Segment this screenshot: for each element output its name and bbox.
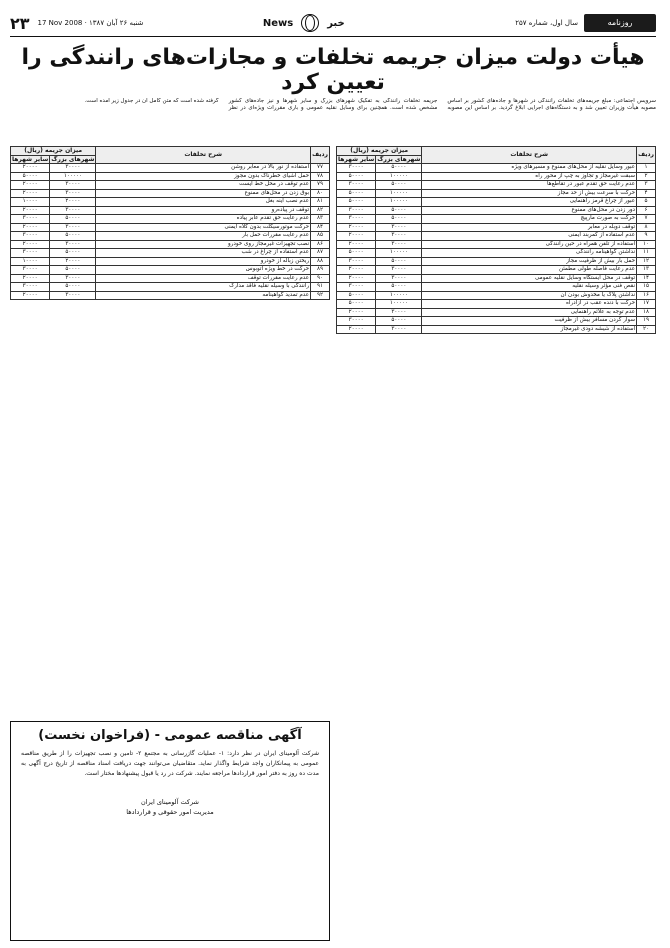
- col-header-fine: میزان جریمه (ریال): [11, 147, 96, 156]
- table-row: [11, 223, 330, 232]
- col-header-big-cities: شهرهای بزرگ: [377, 155, 421, 163]
- table-row: [337, 266, 656, 275]
- section-label-fa: خبر: [327, 17, 345, 29]
- left-table-column: [10, 146, 330, 300]
- row-description: عدم رعایت فاصله طولی مطمئن: [422, 266, 637, 275]
- table-row: [337, 300, 656, 309]
- row-number: ۸۶: [311, 240, 330, 249]
- row-fine-big-cities: ۵۰۰۰۰: [376, 215, 422, 224]
- row-description: سبقت غیرمجاز و تجاوز به چپ از محور راه: [422, 172, 637, 181]
- row-fine-other-cities: ۲۰۰۰۰: [11, 223, 50, 232]
- row-number: ۸۲: [311, 206, 330, 215]
- row-fine-big-cities: ۳۰۰۰۰: [50, 189, 96, 198]
- row-fine-big-cities: ۵۰۰۰۰: [50, 266, 96, 275]
- row-fine-other-cities: ۲۰۰۰۰: [337, 232, 376, 241]
- row-fine-big-cities: ۵۰۰۰۰: [376, 317, 422, 326]
- col-header-other-cities: سایر شهرها: [12, 155, 49, 163]
- row-fine-other-cities: ۲۰۰۰۰: [337, 266, 376, 275]
- row-fine-big-cities: ۵۰۰۰۰: [376, 283, 422, 292]
- table-row: [337, 181, 656, 190]
- row-fine-big-cities: ۱۰۰۰۰۰: [376, 291, 422, 300]
- row-fine-other-cities: ۵۰۰۰۰: [11, 172, 50, 181]
- row-fine-big-cities: ۳۰۰۰۰: [376, 308, 422, 317]
- table-row: [11, 249, 330, 258]
- row-description: حرکت در خط ویژه اتوبوس: [96, 266, 311, 275]
- row-description: بوق زدن در محل‌های ممنوع: [96, 189, 311, 198]
- table-row: [337, 223, 656, 232]
- row-number: ۸۹: [311, 266, 330, 275]
- row-description: عدم رعایت مقررات توقف: [96, 274, 311, 283]
- row-number: ۱۴: [637, 274, 656, 283]
- row-description: نداشتن گواهینامه رانندگی: [422, 249, 637, 258]
- row-fine-other-cities: ۱۰۰۰۰: [11, 198, 50, 207]
- table-row: [11, 232, 330, 241]
- row-fine-big-cities: ۳۰۰۰۰: [50, 164, 96, 173]
- row-description: عدم رعایت حق تقدم عبور در تقاطع‌ها: [422, 181, 637, 190]
- row-fine-other-cities: ۵۰۰۰۰: [337, 172, 376, 181]
- row-fine-big-cities: ۱۰۰۰۰۰: [376, 249, 422, 258]
- row-fine-other-cities: ۲۰۰۰۰: [11, 291, 50, 300]
- table-row: [337, 274, 656, 283]
- row-fine-other-cities: ۵۰۰۰۰: [337, 198, 376, 207]
- row-fine-big-cities: ۳۰۰۰۰: [376, 223, 422, 232]
- row-fine-big-cities: ۱۰۰۰۰۰: [376, 300, 422, 309]
- row-fine-big-cities: ۲۰۰۰۰: [50, 198, 96, 207]
- row-fine-other-cities: ۵۰۰۰۰: [337, 189, 376, 198]
- row-description: توقف در پیاده‌رو: [96, 206, 311, 215]
- table-row: [337, 189, 656, 198]
- row-fine-other-cities: ۲۰۰۰۰: [337, 274, 376, 283]
- table-row: [337, 232, 656, 241]
- row-fine-other-cities: ۳۰۰۰۰: [337, 181, 376, 190]
- row-description: توقف دوبله در معابر: [422, 223, 637, 232]
- row-number: ۸۱: [311, 198, 330, 207]
- row-fine-other-cities: ۳۰۰۰۰: [11, 266, 50, 275]
- row-number: ۷: [637, 215, 656, 224]
- row-description: حرکت با سرعت بیش از حد مجاز: [422, 189, 637, 198]
- row-description: حمل بار بیش از ظرفیت مجاز: [422, 257, 637, 266]
- row-description: حرکت به صورت مارپیچ: [422, 215, 637, 224]
- col-header-description: شرح تخلفات: [422, 147, 637, 164]
- row-fine-big-cities: ۱۰۰۰۰۰: [376, 189, 422, 198]
- issue-date: 17 Nov 2008 · ۱۳۸۷ شنبه ۲۶ آبان: [37, 19, 144, 27]
- fines-table-right: [336, 146, 656, 334]
- row-number: ۸: [637, 223, 656, 232]
- row-fine-other-cities: ۵۰۰۰۰: [337, 249, 376, 258]
- row-number: ۸۸: [311, 257, 330, 266]
- row-description: عدم استفاده از چراغ در شب: [96, 249, 311, 258]
- row-fine-other-cities: ۲۰۰۰۰: [11, 240, 50, 249]
- row-number: ۹: [637, 232, 656, 241]
- row-fine-big-cities: ۳۰۰۰۰: [50, 206, 96, 215]
- row-fine-other-cities: ۲۰۰۰۰: [11, 274, 50, 283]
- row-description: استفاده از تلفن همراه در حین رانندگی: [422, 240, 637, 249]
- row-fine-big-cities: ۳۰۰۰۰: [376, 240, 422, 249]
- row-fine-other-cities: ۲۰۰۰۰: [337, 240, 376, 249]
- row-number: ۱۱: [637, 249, 656, 258]
- row-fine-big-cities: ۳۰۰۰۰: [50, 181, 96, 190]
- row-description: نداشتن پلاک یا مخدوش بودن آن: [422, 291, 637, 300]
- row-number: ۶: [637, 206, 656, 215]
- row-description: عدم توقف در محل خط ایست: [96, 181, 311, 190]
- ad-department: مدیریت امور حقوقی و قراردادها: [126, 808, 214, 816]
- row-description: حرکت موتورسیکلت بدون کلاه ایمنی: [96, 223, 311, 232]
- table-row: [11, 291, 330, 300]
- row-description: رانندگی با وسیله نقلیه فاقد مدارک: [96, 283, 311, 292]
- table-row: [11, 215, 330, 224]
- row-fine-big-cities: ۵۰۰۰۰: [50, 283, 96, 292]
- table-row: [337, 317, 656, 326]
- row-number: ۷۷: [311, 164, 330, 173]
- row-number: ۱۲: [637, 257, 656, 266]
- col-header-fine: میزان جریمه (ریال): [337, 147, 422, 156]
- row-description: دور زدن در محل‌های ممنوع: [422, 206, 637, 215]
- table-row: [337, 257, 656, 266]
- row-fine-other-cities: ۳۰۰۰۰: [11, 215, 50, 224]
- table-row: [337, 215, 656, 224]
- row-description: استفاده از شیشه دودی غیرمجاز: [422, 325, 637, 334]
- row-fine-big-cities: ۳۰۰۰۰: [376, 266, 422, 275]
- row-fine-other-cities: ۲۰۰۰۰: [337, 308, 376, 317]
- table-row: [337, 164, 656, 173]
- row-fine-other-cities: ۳۰۰۰۰: [337, 164, 376, 173]
- row-fine-big-cities: ۳۰۰۰۰: [50, 274, 96, 283]
- row-number: ۹۱: [311, 283, 330, 292]
- row-fine-other-cities: ۳۰۰۰۰: [337, 206, 376, 215]
- row-fine-big-cities: ۳۰۰۰۰: [50, 240, 96, 249]
- row-fine-big-cities: ۵۰۰۰۰: [376, 181, 422, 190]
- row-fine-other-cities: ۳۰۰۰۰: [11, 249, 50, 258]
- table-row: [337, 283, 656, 292]
- row-fine-big-cities: ۵۰۰۰۰: [50, 232, 96, 241]
- row-number: ۱۸: [637, 308, 656, 317]
- row-fine-big-cities: ۳۰۰۰۰: [376, 232, 422, 241]
- col-header-number: ردیف: [637, 147, 656, 164]
- table-row: [11, 206, 330, 215]
- row-number: ۹۲: [311, 291, 330, 300]
- table-row: [337, 249, 656, 258]
- row-fine-other-cities: ۲۰۰۰۰: [11, 164, 50, 173]
- row-number: ۷۹: [311, 181, 330, 190]
- row-number: ۳: [637, 181, 656, 190]
- row-description: عدم توجه به علائم راهنمایی: [422, 308, 637, 317]
- section-label-en: News: [262, 17, 294, 29]
- row-description: نصب تجهیزات غیرمجاز روی خودرو: [96, 240, 311, 249]
- row-number: ۸۳: [311, 215, 330, 224]
- row-fine-other-cities: ۳۰۰۰۰: [337, 283, 376, 292]
- row-fine-big-cities: ۵۰۰۰۰: [50, 249, 96, 258]
- row-number: ۸۵: [311, 232, 330, 241]
- fines-table-left: [10, 146, 330, 300]
- row-description: استفاده از نور بالا در معابر روشن: [96, 164, 311, 173]
- col-header-description: شرح تخلفات: [96, 147, 311, 164]
- row-number: ۴: [637, 189, 656, 198]
- article-body: [10, 146, 656, 946]
- row-description: عدم استفاده از کمربند ایمنی: [422, 232, 637, 241]
- col-header-number: ردیف: [311, 147, 330, 164]
- newspaper-logo: روزنامه: [584, 14, 656, 32]
- table-row: [337, 198, 656, 207]
- col-header-other-cities: سایر شهرها: [338, 155, 375, 163]
- table-row: [11, 198, 330, 207]
- row-number: ۸۰: [311, 189, 330, 198]
- row-number: ۲: [637, 172, 656, 181]
- row-fine-other-cities: ۲۰۰۰۰: [11, 206, 50, 215]
- ad-text: شرکت آلومینای ایران در نظر دارد: ۱- عملیات گازرسانی به مجتمع ۲- تامین و نصب تجهیزات را از طریق مناقصه عمومی به پیمانکاران واجد شرایط واگذار نماید. متقاضیان می‌توانند جهت دریافت اسناد مناقصه از تاریخ درج آگهی به مدت ده روز به دفتر امور قراردادها مراجعه نمایند. شرکت در رد یا قبول پیشنهادها مختار است.: [21, 750, 319, 777]
- row-fine-big-cities: ۲۰۰۰۰: [50, 257, 96, 266]
- row-fine-other-cities: ۵۰۰۰۰: [337, 291, 376, 300]
- row-fine-big-cities: ۱۰۰۰۰۰: [376, 198, 422, 207]
- row-description: سوار کردن مسافر بیش از ظرفیت: [422, 317, 637, 326]
- row-number: ۱۰: [637, 240, 656, 249]
- table-row: [11, 181, 330, 190]
- row-description: عبور از چراغ قرمز راهنمایی: [422, 198, 637, 207]
- issue-number: سال اول، شماره ۲۵۷: [515, 19, 579, 27]
- row-description: ریختن زباله از خودرو: [96, 257, 311, 266]
- row-fine-big-cities: ۳۰۰۰۰: [376, 325, 422, 334]
- row-fine-big-cities: ۳۰۰۰۰: [376, 274, 422, 283]
- row-description: نقص فنی مؤثر وسیله نقلیه: [422, 283, 637, 292]
- col-header-big-cities: شهرهای بزرگ: [51, 155, 95, 163]
- page-title: هیأت دولت میزان جریمه تخلفات و مجازات‌های رانندگی را تعیین کرد: [21, 45, 645, 95]
- table-row: [11, 240, 330, 249]
- table-row: [337, 206, 656, 215]
- row-fine-other-cities: ۳۰۰۰۰: [11, 232, 50, 241]
- row-fine-other-cities: ۳۰۰۰۰: [337, 215, 376, 224]
- row-number: ۱۶: [637, 291, 656, 300]
- row-description: عدم رعایت مقررات حمل بار: [96, 232, 311, 241]
- row-fine-big-cities: ۵۰۰۰۰: [50, 215, 96, 224]
- row-description: حمل اشیای خطرناک بدون مجوز: [96, 172, 311, 181]
- table-row: [11, 257, 330, 266]
- row-number: ۱۹: [637, 317, 656, 326]
- row-fine-big-cities: ۵۰۰۰۰: [376, 164, 422, 173]
- row-fine-big-cities: ۵۰۰۰۰: [376, 257, 422, 266]
- row-number: ۵: [637, 198, 656, 207]
- row-number: ۱: [637, 164, 656, 173]
- row-fine-other-cities: ۱۰۰۰۰: [11, 257, 50, 266]
- table-row: [11, 274, 330, 283]
- ad-title: آگهی مناقصه عمومی - (فراخوان نخست): [38, 728, 302, 743]
- right-table-column: [336, 146, 656, 334]
- row-fine-other-cities: ۲۰۰۰۰: [11, 189, 50, 198]
- row-number: ۱۵: [637, 283, 656, 292]
- row-number: ۸۷: [311, 249, 330, 258]
- table-row: [337, 291, 656, 300]
- row-description: توقف در محل ایستگاه وسایل نقلیه عمومی: [422, 274, 637, 283]
- row-number: ۷۸: [311, 172, 330, 181]
- row-description: حرکت با دنده عقب در آزادراه: [422, 300, 637, 309]
- row-fine-other-cities: ۲۰۰۰۰: [337, 223, 376, 232]
- row-description: عدم تمدید گواهینامه: [96, 291, 311, 300]
- row-number: ۱۳: [637, 266, 656, 275]
- row-number: ۱۷: [637, 300, 656, 309]
- row-fine-big-cities: ۳۰۰۰۰: [50, 223, 96, 232]
- table-row: [11, 172, 330, 181]
- row-fine-other-cities: ۳۰۰۰۰: [337, 257, 376, 266]
- ad-signature: [21, 797, 319, 817]
- table-row: [337, 325, 656, 334]
- row-description: عدم نصب آینه بغل: [96, 198, 311, 207]
- row-fine-big-cities: ۵۰۰۰۰: [376, 206, 422, 215]
- page-header: [10, 10, 656, 37]
- row-fine-other-cities: ۳۰۰۰۰: [11, 283, 50, 292]
- globe-icon: [301, 14, 319, 32]
- table-row: [11, 189, 330, 198]
- table-row: [11, 164, 330, 173]
- article-intro: سرویس اجتماعی: مبلغ جریمه‌های تخلفات رانندگی در شهرها و جاده‌های کشور بر اساس مصوبه هیأت وزیران تعیین شد و به دستگاه‌های اجرایی ابلاغ گردید. بر اساس این مصوبه جریمه تخلفات رانندگی به تفکیک شهرهای بزرگ و سایر شهرها و نیز جاده‌های کشور مشخص شده است. همچنین برای وسایل نقلیه عمومی و باری مقررات ویژه‌ای در نظر گرفته شده است که متن کامل آن در جدول زیر آمده است.: [84, 98, 656, 111]
- row-fine-big-cities: ۳۰۰۰۰: [50, 291, 96, 300]
- row-number: ۸۴: [311, 223, 330, 232]
- page-number: ۲۳: [10, 13, 30, 33]
- row-fine-big-cities: ۱۰۰۰۰۰: [376, 172, 422, 181]
- ad-company: شرکت آلومینای ایران: [140, 798, 200, 806]
- table-row: [337, 240, 656, 249]
- row-fine-other-cities: ۲۰۰۰۰: [337, 325, 376, 334]
- table-row: [337, 308, 656, 317]
- table-row: [11, 266, 330, 275]
- row-fine-other-cities: ۵۰۰۰۰: [337, 300, 376, 309]
- table-row: [11, 283, 330, 292]
- row-description: عبور وسایل نقلیه از محل‌های ممنوع و مسیرهای ویژه: [422, 164, 637, 173]
- tender-advertisement: [10, 721, 330, 941]
- row-number: ۲۰: [637, 325, 656, 334]
- table-row: [337, 172, 656, 181]
- row-description: عدم رعایت حق تقدم عابر پیاده: [96, 215, 311, 224]
- row-number: ۹۰: [311, 274, 330, 283]
- row-fine-other-cities: ۲۰۰۰۰: [11, 181, 50, 190]
- row-fine-big-cities: ۱۰۰۰۰۰: [50, 172, 96, 181]
- row-fine-other-cities: ۳۰۰۰۰: [337, 317, 376, 326]
